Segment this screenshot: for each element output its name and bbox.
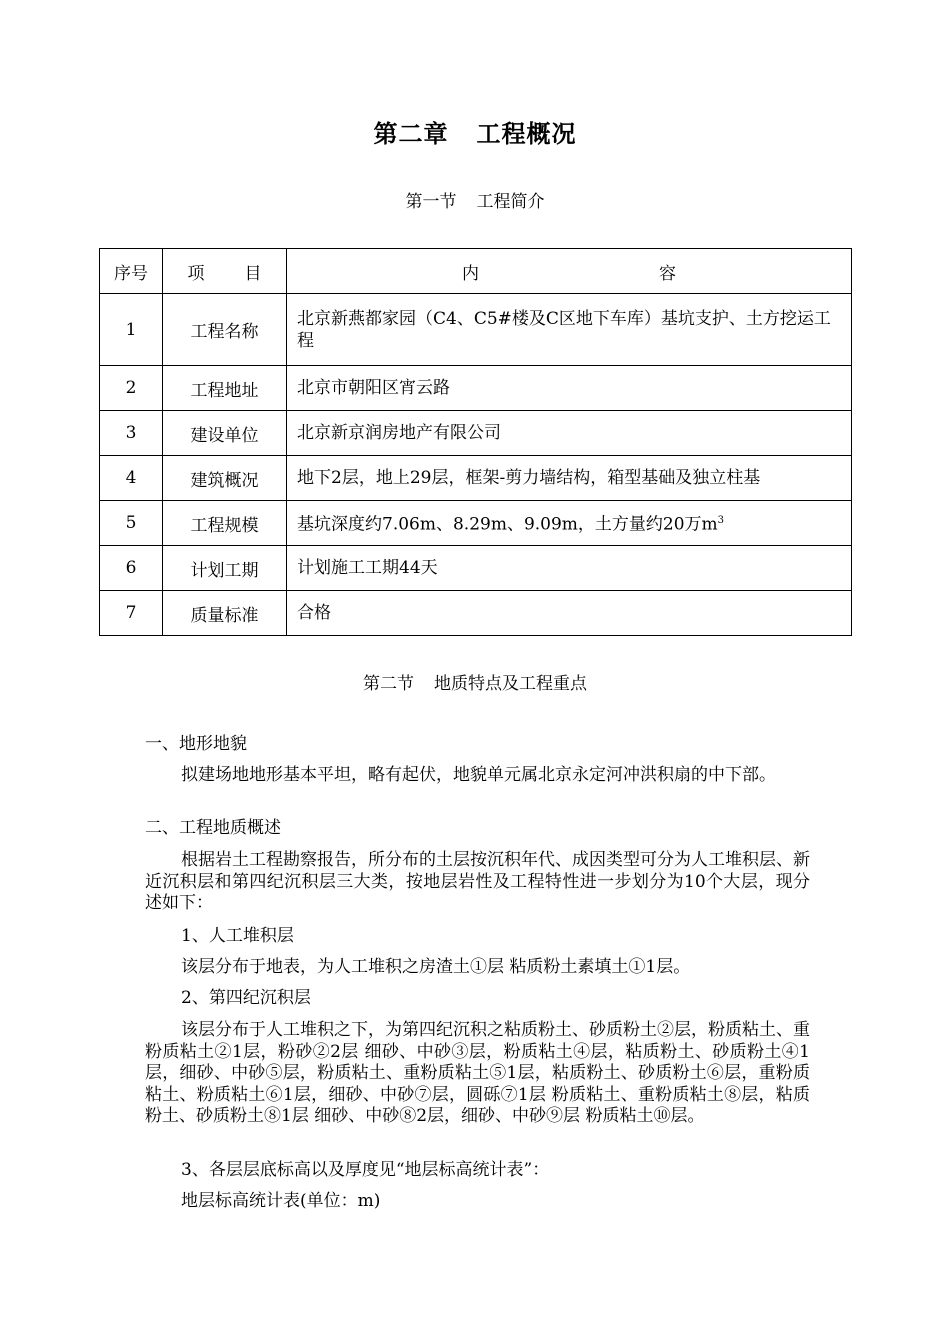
row-item: 工程地址 — [163, 366, 287, 411]
heading-terrain: 一、地形地貌 — [145, 734, 247, 754]
section-title-1 — [0, 187, 950, 212]
caption-elevation-table: 地层标高统计表(单位：m) — [181, 1191, 381, 1211]
row-seq: 7 — [100, 591, 163, 636]
paragraph-geology: 根据岩土工程勘察报告，所分布的土层按沉积年代、成因类型可分为人工堆积层、新近沉积层和第四纪沉积层三大类，按地层岩性及工程特性进一步划分为10个大层，现分述如下： — [145, 850, 810, 913]
heading-geology: 二、工程地质概述 — [145, 818, 281, 838]
subheading-artificial-fill: 1、人工堆积层 — [181, 926, 294, 946]
row-content-text: 基坑深度约7.06m、8.29m、9.09m，土方量约20万m — [297, 514, 718, 535]
header-item: 项 目 — [163, 249, 287, 294]
row-seq: 1 — [100, 294, 163, 366]
row-seq: 5 — [100, 501, 163, 546]
row-content: 地下2层，地上29层，框架-剪力墙结构，箱型基础及独立柱基 — [287, 456, 852, 501]
section-title-2 — [0, 669, 950, 694]
row-content: 计划施工工期44天 — [287, 546, 852, 591]
subheading-elevation: 3、各层层底标高以及厚度见“地层标高统计表”： — [181, 1160, 550, 1180]
row-content: 北京新燕都家园（C4、C5#楼及C区地下车库）基坑支护、土方挖运工程 — [287, 294, 852, 366]
paragraph-terrain: 拟建场地地形基本平坦，略有起伏，地貌单元属北京永定河冲洪积扇的中下部。 — [181, 765, 776, 785]
row-seq: 2 — [100, 366, 163, 411]
row-content: 北京新京润房地产有限公司 — [287, 411, 852, 456]
paragraph-artificial-fill: 该层分布于地表，为人工堆积之房渣土①层 粘质粉土素填土①1层。 — [181, 957, 691, 977]
table-header-row — [100, 249, 852, 294]
section-number: 第一节 — [405, 192, 457, 212]
table-row — [100, 501, 852, 546]
table-row — [100, 591, 852, 636]
row-item: 工程名称 — [163, 294, 287, 366]
row-item: 工程规模 — [163, 501, 287, 546]
row-item: 质量标准 — [163, 591, 287, 636]
table-row — [100, 294, 852, 366]
row-seq: 3 — [100, 411, 163, 456]
table-row — [100, 546, 852, 591]
project-info-table — [99, 248, 852, 636]
chapter-number: 第二章 — [373, 119, 449, 148]
table-row — [100, 411, 852, 456]
section-name: 工程简介 — [476, 192, 545, 212]
chapter-name: 工程概况 — [476, 119, 577, 148]
row-content: 北京市朝阳区宵云路 — [287, 366, 852, 411]
row-item: 计划工期 — [163, 546, 287, 591]
row-item: 建设单位 — [163, 411, 287, 456]
chapter-title — [0, 114, 950, 149]
header-seq: 序号 — [100, 249, 163, 294]
row-content: 合格 — [287, 591, 852, 636]
row-content — [287, 501, 852, 546]
row-seq: 4 — [100, 456, 163, 501]
table-row — [100, 366, 852, 411]
superscript-unit: 3 — [717, 515, 725, 527]
paragraph-quaternary: 该层分布于人工堆积之下，为第四纪沉积之粘质粉土、砂质粉土②层，粉质粘土、重粉质粘土②1层，粉砂②2层 细砂、中砂③层，粉质粘土④层，粘质粉土、砂质粉土④1层，细砂、中砂⑤层，粉质粘土、重粉质粘土⑤1层，粘质粉土、砂质粉土⑥层，重粉质粘土、粉质粘土⑥1层，细砂、中砂⑦层，圆砾⑦1层 粉质粘土、重粉质粘土⑧层，粘质粉土、砂质粉土⑧1层 细砂、中砂⑧2层，细砂、中砂⑨层 粉质粘土⑩层。 — [145, 1020, 810, 1126]
table-row — [100, 456, 852, 501]
subheading-quaternary: 2、第四纪沉积层 — [181, 988, 311, 1008]
section-name: 地质特点及工程重点 — [434, 674, 587, 694]
header-content: 内 容 — [287, 249, 852, 294]
row-item: 建筑概况 — [163, 456, 287, 501]
section-number: 第二节 — [363, 674, 414, 694]
row-seq: 6 — [100, 546, 163, 591]
